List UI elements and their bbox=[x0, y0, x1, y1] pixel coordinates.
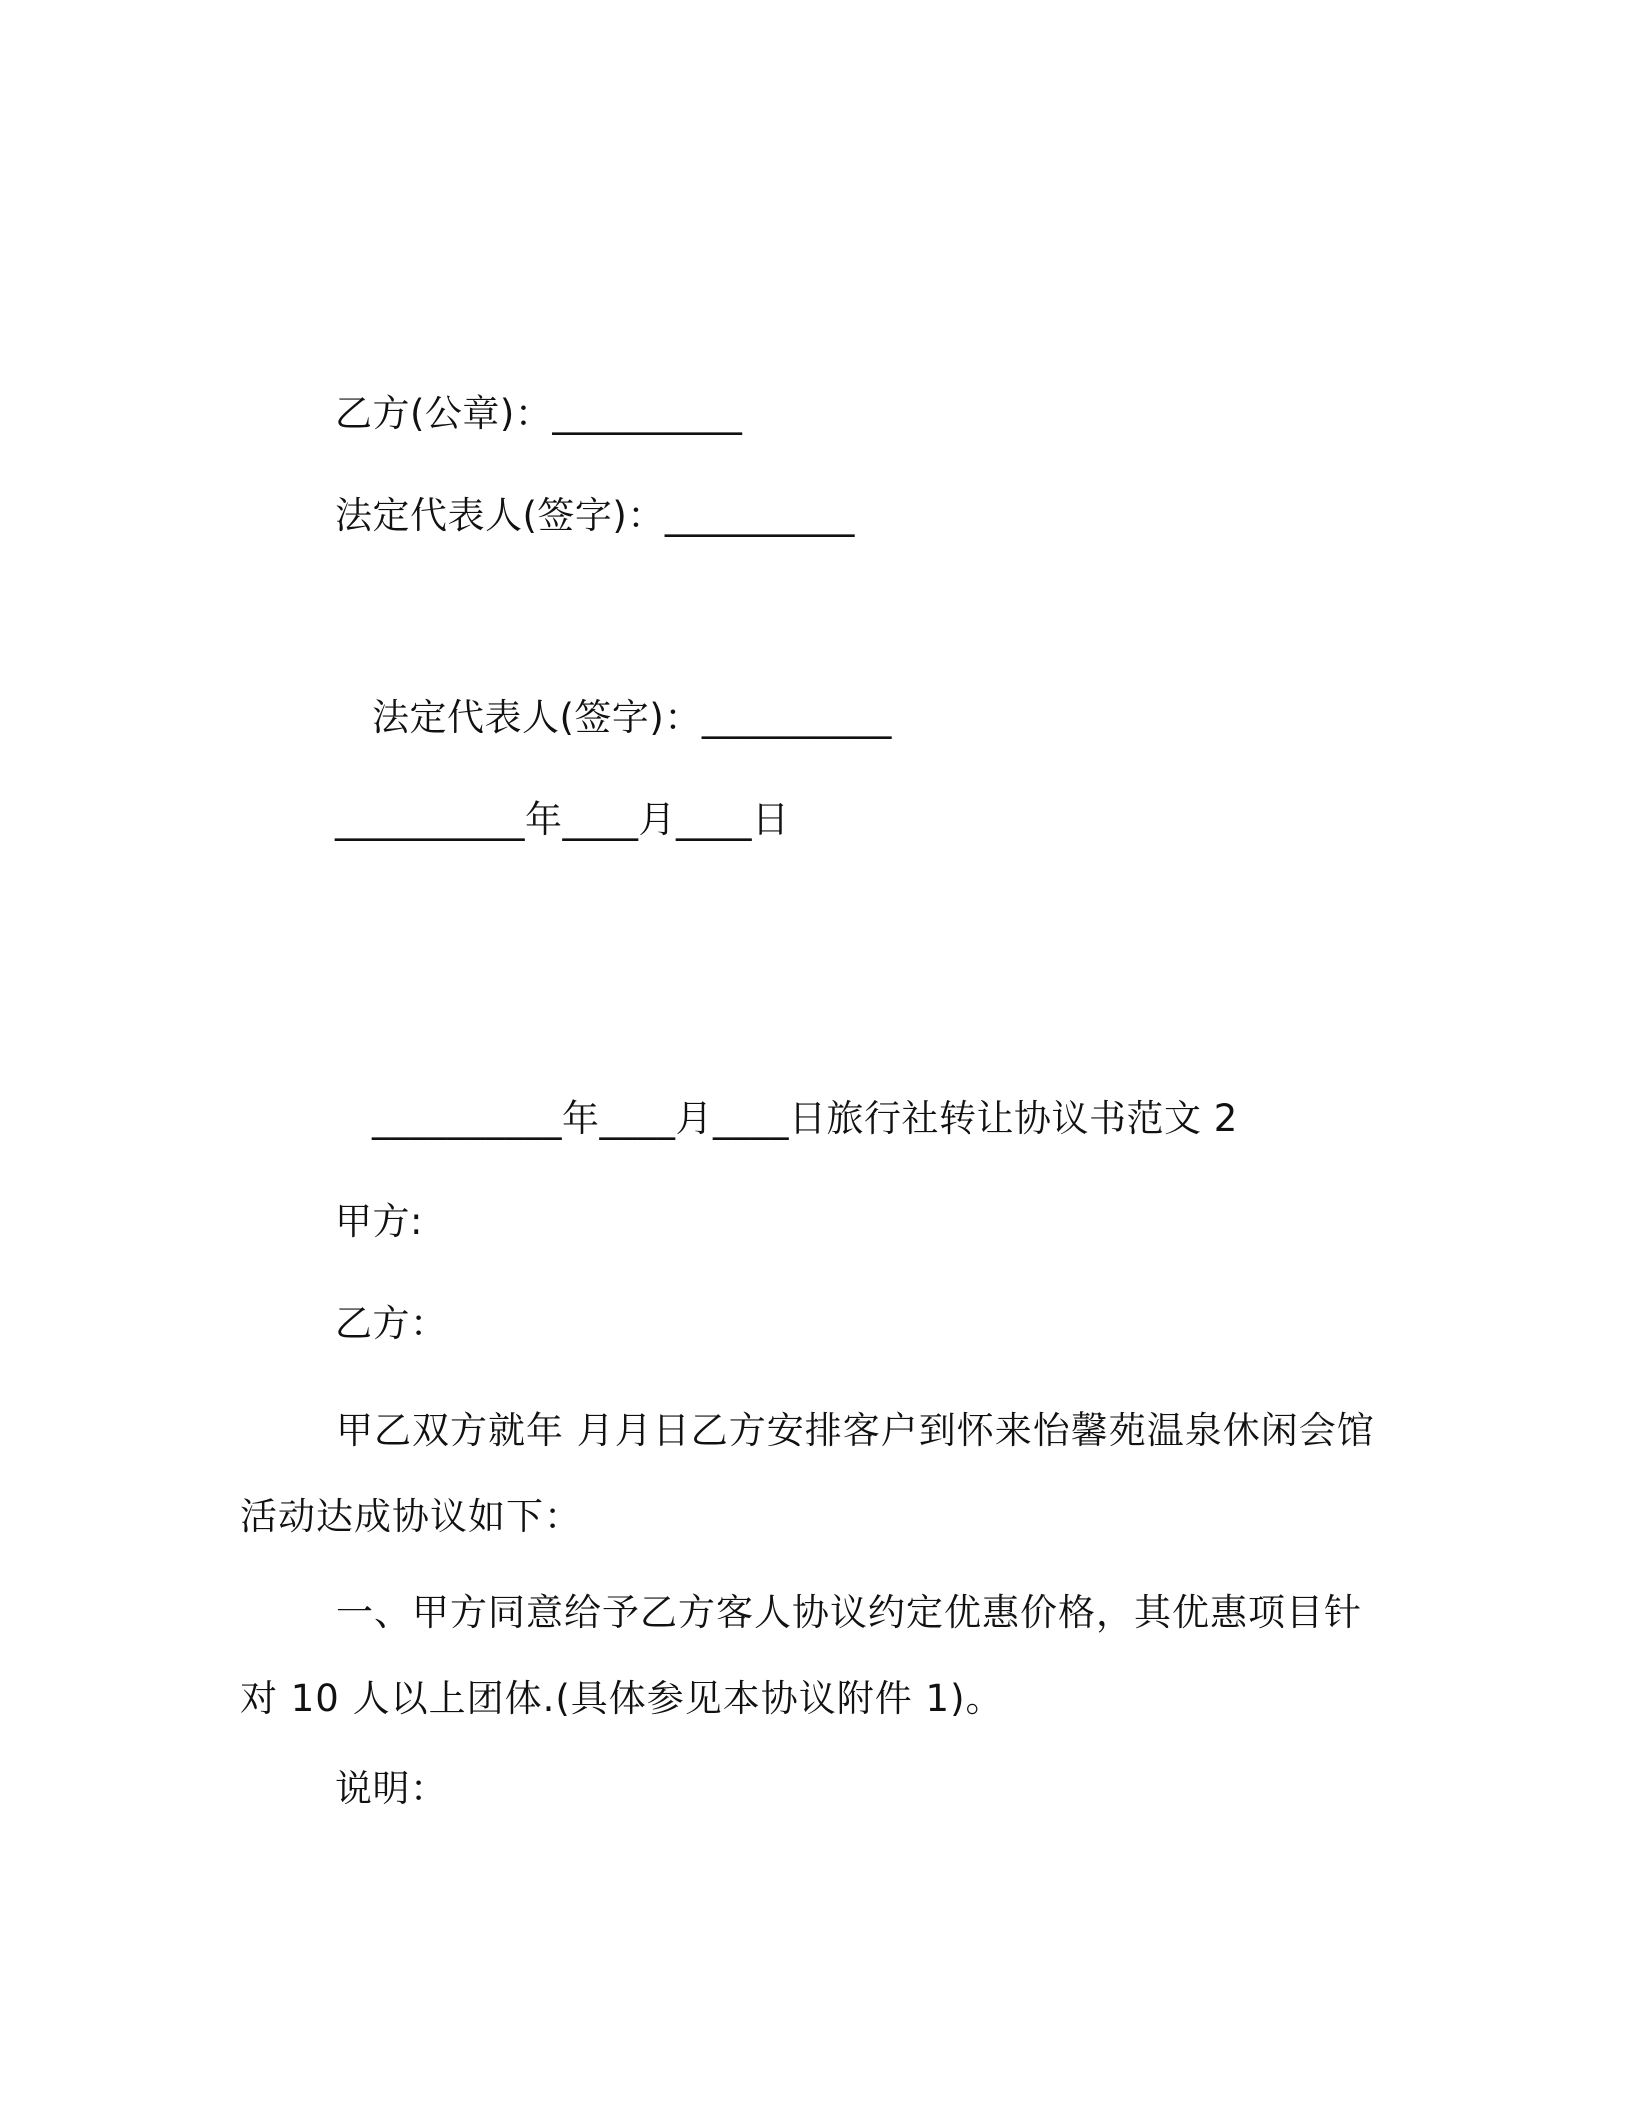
signature-date-line: __________年____月____日 bbox=[335, 798, 790, 841]
clause-1-paragraph: 一、甲方同意给予乙方客人协议约定优惠价格，其优惠项目针对 10 人以上团体.(具体参见本协议附件 1)。 bbox=[240, 1591, 1362, 1720]
note-label: 说明： bbox=[335, 1767, 448, 1810]
party-a-line: 甲方: bbox=[335, 1200, 423, 1243]
party-b-seal-line: 乙方(公章)：__________ bbox=[335, 392, 743, 435]
party-b-line: 乙方： bbox=[335, 1302, 448, 1345]
legal-rep-signature-line: 法定代表人(签字)：__________ bbox=[335, 494, 855, 537]
legal-rep-signature-line-2: 法定代表人(签字)：__________ bbox=[372, 696, 892, 739]
agreement-title: __________年____月____日旅行社转让协议书范文 2 bbox=[372, 1097, 1238, 1140]
intro-paragraph: 甲乙双方就年 月月日乙方安排客户到怀来怡馨苑温泉休闲会馆活动达成协议如下： bbox=[240, 1409, 1375, 1538]
